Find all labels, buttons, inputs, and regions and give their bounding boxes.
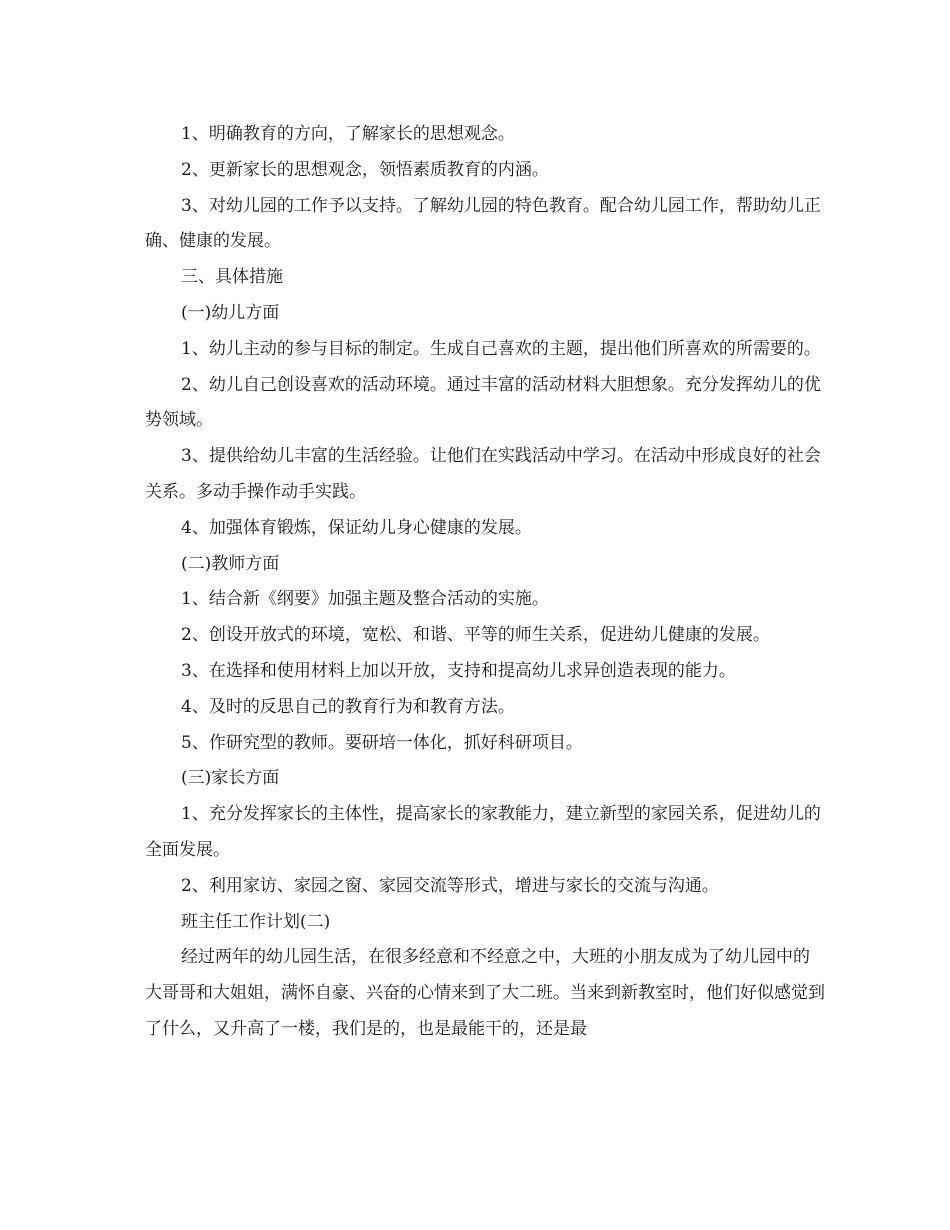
paragraph: 2、幼儿自己创设喜欢的活动环境。通过丰富的活动材料大胆想象。充分发挥幼儿的优势领域。 (145, 374, 821, 431)
paragraph: 2、利用家访、家园之窗、家园交流等形式，增进与家长的交流与沟通。 (181, 875, 719, 896)
subsection-heading: (一)幼儿方面 (181, 302, 280, 323)
paragraph: 3、在选择和使用材料上加以开放，支持和提高幼儿求异创造表现的能力。 (181, 660, 736, 681)
subsection-heading: (三)家长方面 (181, 768, 280, 789)
document-body (145, 117, 825, 1048)
paragraph: 3、提供给幼儿丰富的生活经验。让他们在实践活动中学习。在活动中形成良好的社会关系。多动手操作动手实践。 (145, 446, 821, 502)
paragraph: 2、更新家长的思想观念，领悟素质教育的内涵。 (181, 159, 549, 180)
paragraph: 3、对幼儿园的工作予以支持。了解幼儿园的特色教育。配合幼儿园工作，帮助幼儿正确、健康的发展。 (145, 195, 821, 252)
paragraph: 1、结合新《纲要》加强主题及整合活动的实施。 (181, 589, 549, 610)
subsection-heading: (二)教师方面 (181, 553, 280, 574)
section-title: 班主任工作计划(二) (181, 911, 331, 932)
section-heading: 三、具体措施 (181, 267, 283, 288)
paragraph: 1、充分发挥家长的主体性，提高家长的家教能力，建立新型的家园关系，促进幼儿的全面发展。 (145, 804, 821, 860)
paragraph: 2、创设开放式的环境，宽松、和谐、平等的师生关系，促进幼儿健康的发展。 (181, 625, 770, 646)
paragraph: 4、加强体育锻炼，保证幼儿身心健康的发展。 (181, 517, 532, 538)
paragraph: 5、作研究型的教师。要研培一体化，抓好科研项目。 (181, 732, 583, 753)
paragraph: 经过两年的幼儿园生活，在很多经意和不经意之中，大班的小朋友成为了幼儿园中的大哥哥和大姐姐，满怀自豪、兴奋的心情来到了大二班。当来到新教室时，他们好似感觉到了什么，又升高了一楼，我们是的，也是最能干的，还是最 (145, 947, 825, 1039)
paragraph: 1、幼儿主动的参与目标的制定。生成自己喜欢的主题，提出他们所喜欢的所需要的。 (181, 338, 821, 359)
paragraph: 1、明确教育的方向，了解家长的思想观念。 (181, 124, 515, 144)
paragraph: 4、及时的反思自己的教育行为和教育方法。 (181, 696, 515, 717)
